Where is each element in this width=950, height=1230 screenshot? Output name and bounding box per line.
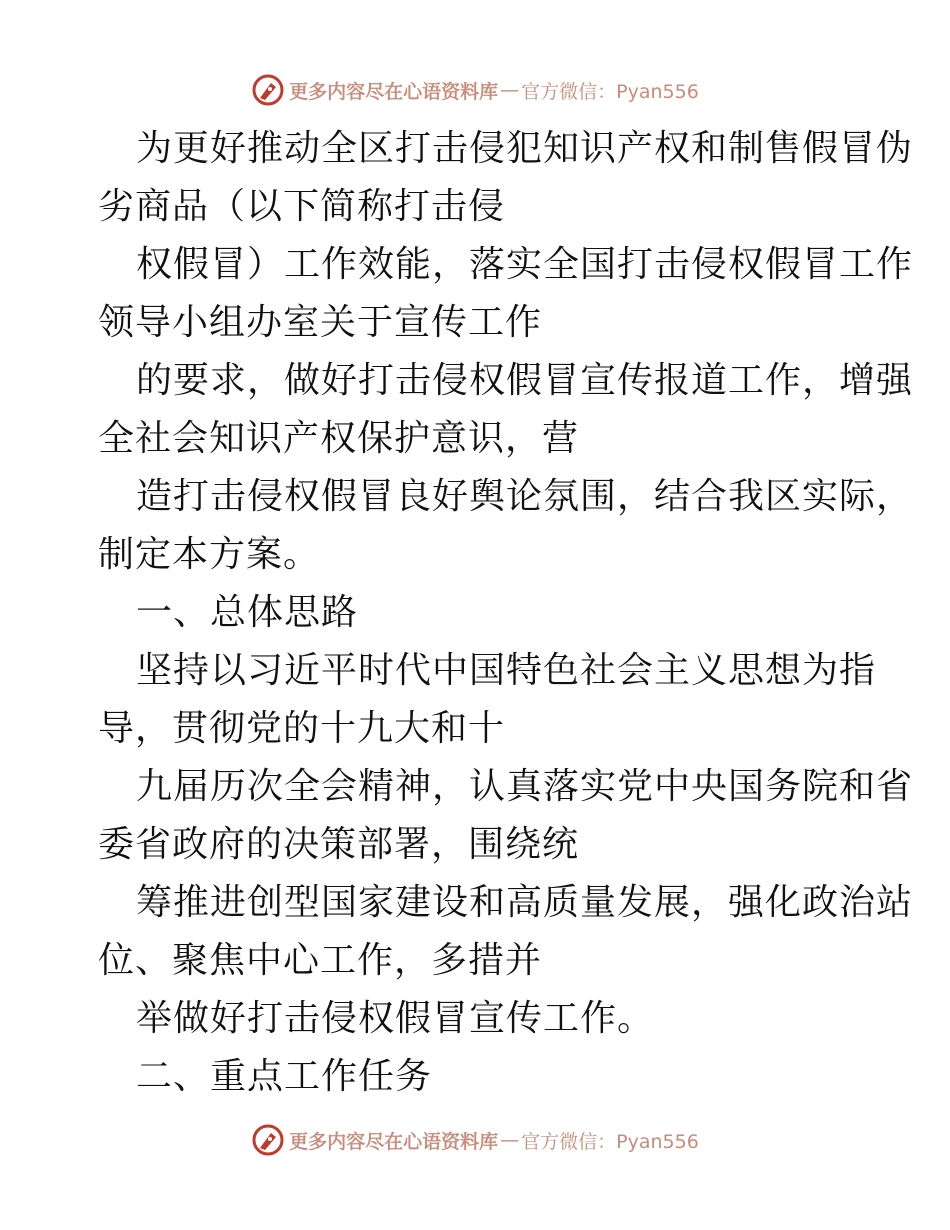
pen-nib-logo-icon [251, 1123, 285, 1157]
text-line: 为更好推动全区打击侵犯知识产权和制售假冒伪 [136, 128, 914, 169]
text-line: 位、聚焦中心工作，多措并 [98, 940, 543, 981]
document-body [98, 120, 914, 1106]
text-line: 委省政府的决策部署，围绕统 [98, 824, 580, 865]
text-line: 制定本方案。 [98, 534, 321, 575]
watermark-brand: 更多内容尽在心语资料库 [289, 1130, 499, 1153]
text-line: 造打击侵权假冒良好舆论氛围，结合我区实际， [136, 476, 914, 517]
text-line: 劣商品（以下简称打击侵 [98, 186, 506, 227]
pen-nib-logo-icon [251, 73, 285, 107]
footer-watermark [0, 1120, 950, 1160]
text-line: 九届历次全会精神，认真落实党中央国务院和省 [136, 766, 914, 807]
text-line: 的要求，做好打击侵权假冒宣传报道工作，增强 [136, 360, 914, 401]
header-watermark [0, 70, 950, 110]
watermark-dash: — [500, 79, 520, 101]
text-line: 筹推进创型国家建设和高质量发展，强化政治站 [136, 882, 914, 923]
text-line: 坚持以习近平时代中国特色社会主义思想为指 [136, 650, 877, 691]
section-heading: 二、重点工作任务 [136, 1056, 433, 1097]
section-heading: 一、总体思路 [136, 592, 359, 633]
watermark-contact: 官方微信：Pyan556 [521, 1130, 699, 1153]
text-line: 全社会知识产权保护意识，营 [98, 418, 580, 459]
watermark-contact: 官方微信：Pyan556 [521, 80, 699, 103]
watermark-brand: 更多内容尽在心语资料库 [289, 80, 499, 103]
watermark-dash: — [500, 1129, 520, 1151]
text-line: 举做好打击侵权假冒宣传工作。 [136, 998, 655, 1039]
text-line: 权假冒）工作效能，落实全国打击侵权假冒工作 [136, 244, 914, 285]
text-line: 导，贯彻党的十九大和十 [98, 708, 506, 749]
text-line: 领导小组办室关于宣传工作 [98, 302, 543, 343]
